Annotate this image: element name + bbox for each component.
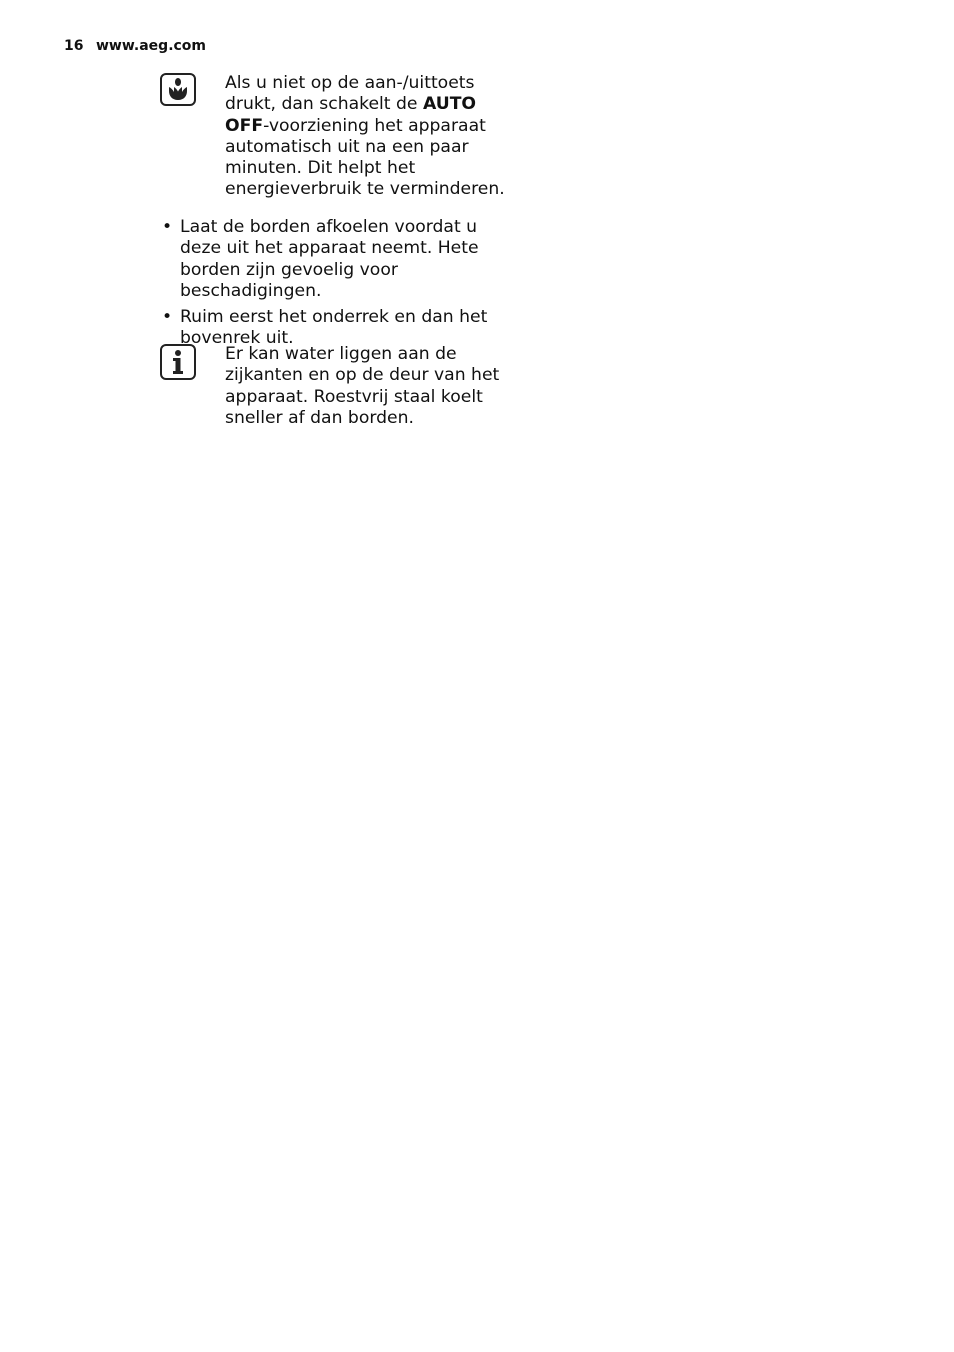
bullet-icon: •	[162, 307, 173, 328]
eco-text-part-1: Als u niet op de aan-/uittoets drukt, dan schakelt de	[225, 73, 475, 115]
eco-note	[160, 73, 520, 201]
website-url: www.aeg.com	[96, 38, 207, 54]
info-icon	[160, 344, 196, 380]
page-number: 16	[64, 38, 84, 54]
instruction-list	[160, 217, 520, 355]
info-note-text: Er kan water liggen aan de zijkanten en op de deur van het apparaat. Roestvrij staal koelt sneller af dan borden.	[225, 344, 500, 428]
eco-plant-icon	[160, 73, 196, 106]
eco-note-text	[225, 73, 515, 201]
eco-text-part-2: -voorziening het apparaat automatisch uit na een paar minuten. Dit helpt het energieverbruik te verminderen.	[225, 115, 505, 200]
page-header	[64, 38, 206, 54]
list-item	[160, 217, 515, 302]
bullet-icon: •	[162, 217, 173, 237]
auto-off-label: AUTO OFF	[225, 94, 477, 136]
info-note	[160, 344, 520, 429]
list-item-text: Laat de borden afkoelen voordat u deze uit het apparaat neemt. Hete borden zijn gevoelig voor beschadigingen.	[180, 217, 479, 301]
list-item-text: Ruim eerst het onderrek en dan het bovenrek uit.	[180, 307, 488, 349]
